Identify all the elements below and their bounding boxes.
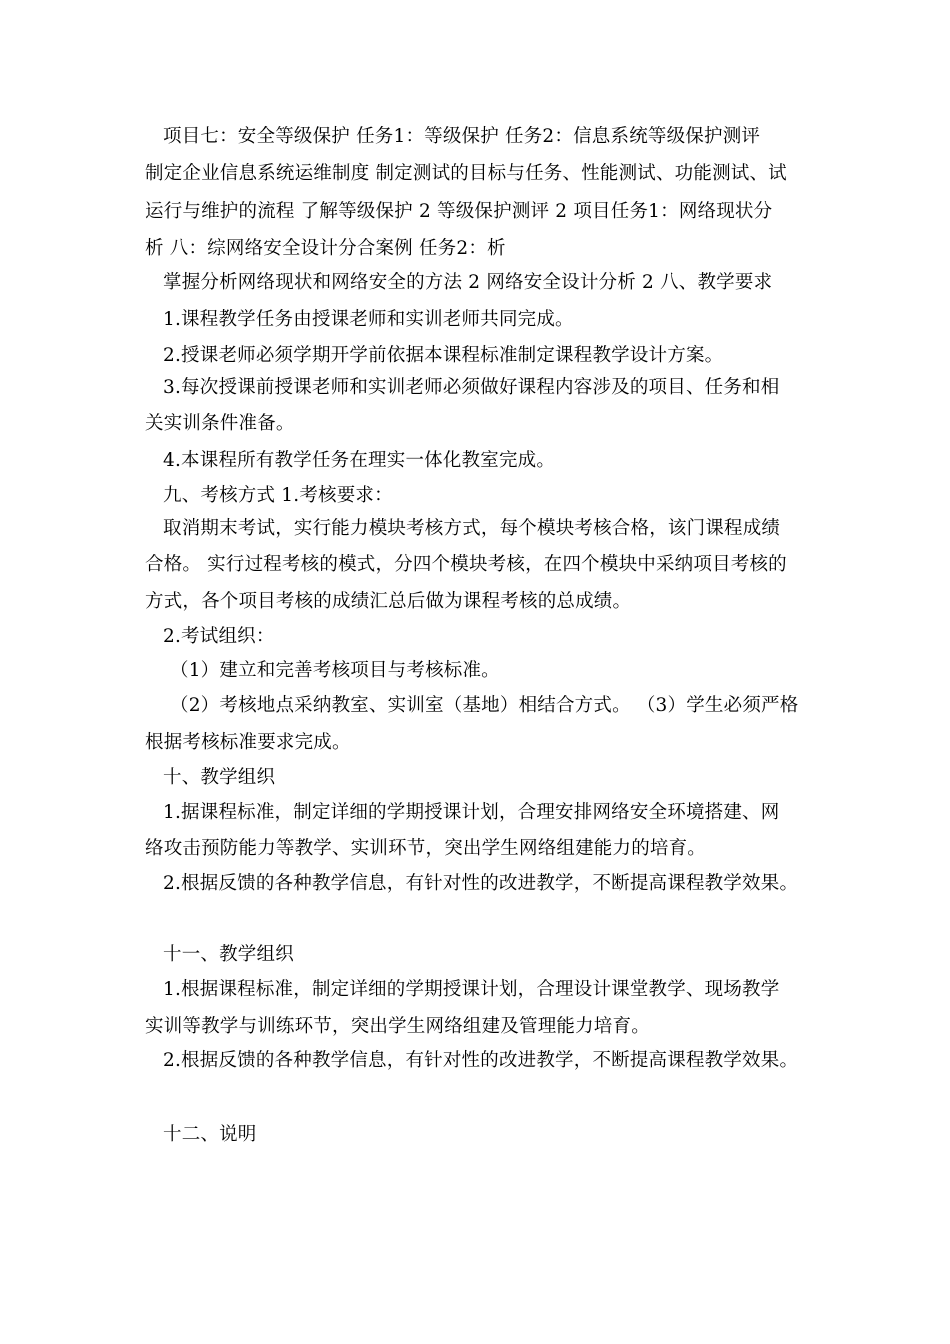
text-line: 根据考核标准要求完成。: [145, 732, 351, 753]
text-line: 析 八：综网络安全设计分合案例 任务2：析: [145, 238, 506, 259]
text-line: 制定企业信息系统运维制度 制定测试的目标与任务、性能测试、功能测试、试: [145, 163, 787, 184]
text-line: 关实训条件准备。: [145, 413, 295, 434]
text-line: 络攻击预防能力等教学、实训环节，突出学生网络组建能力的培育。: [145, 838, 707, 859]
text-line: 4.本课程所有教学任务在理实一体化教室完成。: [163, 450, 556, 471]
text-line: 方式，各个项目考核的成绩汇总后做为课程考核的总成绩。: [145, 591, 632, 612]
text-line: 合格。 实行过程考核的模式，分四个模块考核，在四个模块中采纳项目考核的: [145, 554, 787, 575]
text-line: 1.据课程标准，制定详细的学期授课计划，合理安排网络安全环境搭建、网: [163, 802, 780, 823]
section-heading: 十二、说明: [163, 1124, 257, 1145]
text-line: 2.根据反馈的各种教学信息，有针对性的改进教学，不断提高课程教学效果。: [163, 873, 799, 894]
text-line: 运行与维护的流程 了解等级保护 2 等级保护测评 2 项目任务1：网络现状分: [145, 201, 773, 222]
text-line: 实训等教学与训练环节，突出学生网络组建及管理能力培育。: [145, 1016, 650, 1037]
text-line: 取消期末考试，实行能力模块考核方式，每个模块考核合格，该门课程成绩: [163, 518, 781, 539]
section-heading: 九、考核方式 1.考核要求：: [163, 485, 393, 506]
text-line: 3.每次授课前授课老师和实训老师必须做好课程内容涉及的项目、任务和相: [163, 377, 780, 398]
text-line: 2.根据反馈的各种教学信息，有针对性的改进教学，不断提高课程教学效果。: [163, 1050, 799, 1071]
text-line: （2）考核地点采纳教室、实训室（基地）相结合方式。 （3）学生必须严格: [170, 695, 799, 716]
section-heading: 十一、教学组织: [163, 944, 294, 965]
text-line: 1.根据课程标准，制定详细的学期授课计划，合理设计课堂教学、现场教学: [163, 979, 780, 1000]
text-line: （1）建立和完善考核项目与考核标准。: [170, 660, 500, 681]
text-line: 掌握分析网络现状和网络安全的方法 2 网络安全设计分析 2 八、教学要求: [163, 272, 773, 293]
section-heading: 十、教学组织: [163, 767, 276, 788]
text-line: 2.考试组织：: [163, 626, 275, 647]
text-line: 2.授课老师必须学期开学前依据本课程标准制定课程教学设计方案。: [163, 345, 724, 366]
text-line: 项目七：安全等级保护 任务1：等级保护 任务2：信息系统等级保护测评: [163, 126, 761, 147]
text-line: 1.课程教学任务由授课老师和实训老师共同完成。: [163, 309, 574, 330]
